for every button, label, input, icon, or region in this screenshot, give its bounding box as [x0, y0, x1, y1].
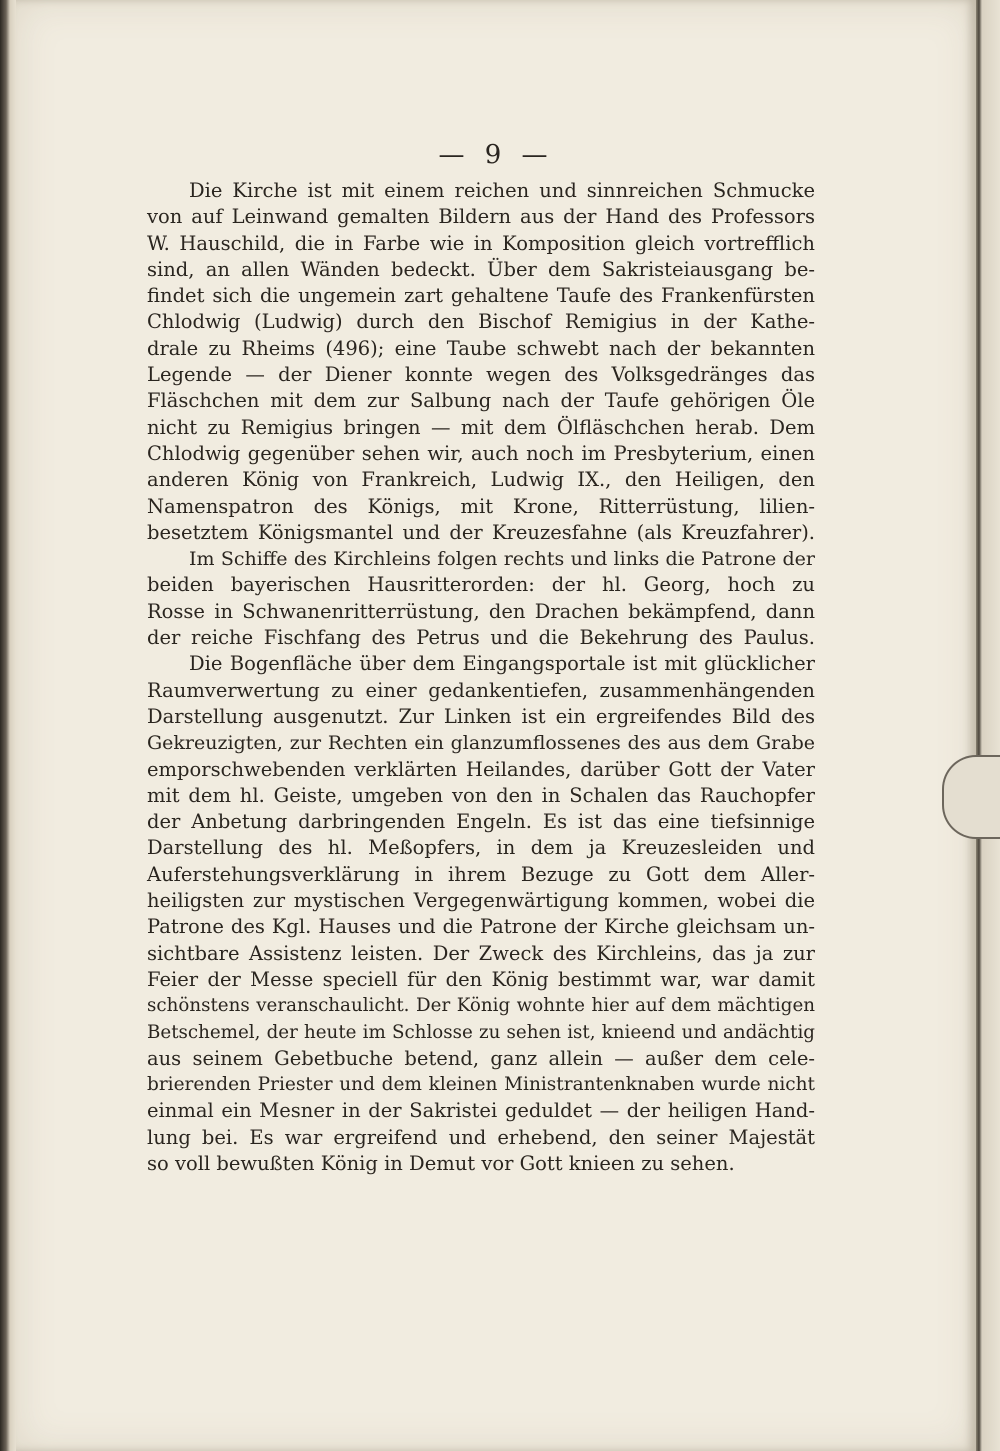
text-line: nicht zu Remigius bringen — mit dem Ölfläschchen herab. Dem: [147, 415, 815, 439]
text-line: anderen König von Frankreich, Ludwig IX., den Heiligen, den: [147, 468, 815, 492]
text-line: so voll bewußten König in Demut vor Gott knieen zu sehen.: [147, 1151, 735, 1175]
text-line: Chlodwig (Ludwig) durch den Bischof Remigius in der Kathe-: [147, 310, 815, 334]
text-line: Namenspatron des Königs, mit Krone, Ritterrüstung, lilien-: [147, 494, 815, 518]
text-line: brierenden Priester und dem kleinen Ministrantenknaben wurde nicht: [147, 1074, 815, 1096]
text-line: lung bei. Es war ergreifend und erhebend, den seiner Majestät: [147, 1125, 815, 1149]
text-line: besetztem Königsmantel und der Kreuzesfahne (als Kreuzfahrer).: [147, 520, 815, 544]
text-line: Betschemel, der heute im Schlosse zu sehen ist, knieend und andächtig: [147, 1021, 815, 1043]
text-line: Die Bogenfläche über dem Eingangsportale ist mit glücklicher: [189, 652, 815, 676]
text-line: Gekreuzigten, zur Rechten ein glanzumflossenes des aus dem Grabe: [147, 732, 815, 755]
book-page: [16, 0, 976, 1451]
text-line: schönstens veranschaulicht. Der König wohnte hier auf dem mächtigen: [147, 995, 815, 1017]
text-line: heiligsten zur mystischen Vergegenwärtigung kommen, wobei die: [147, 889, 815, 913]
text-line: von auf Leinwand gemalten Bildern aus der Hand des Professors: [147, 205, 815, 229]
text-line: Chlodwig gegenüber sehen wir, auch noch im Presbyterium, einen: [147, 441, 815, 465]
text-line: Darstellung ausgenutzt. Zur Linken ist ein ergreifendes Bild des: [147, 704, 815, 728]
text-line: beiden bayerischen Hausritterorden: der hl. Georg, hoch zu: [147, 573, 815, 597]
text-line: aus seinem Gebetbuche betend, ganz allein — außer dem cele-: [147, 1046, 815, 1070]
page-clip-marker: [942, 755, 1000, 839]
text-line: emporschwebenden verklärten Heilandes, darüber Gott der Vater: [147, 757, 815, 781]
page-number: — 9 —: [438, 140, 554, 170]
text-line: Patrone des Kgl. Hauses und die Patrone der Kirche gleichsam un-: [147, 915, 815, 939]
text-line: findet sich die ungemein zart gehaltene Taufe des Frankenfürsten: [147, 284, 815, 308]
page-edge: [976, 0, 1000, 1451]
text-line: Im Schiffe des Kirchleins folgen rechts und links die Patrone der: [189, 548, 815, 571]
text-line: Rosse in Schwanenritterrüstung, den Drachen bekämpfend, dann: [147, 599, 815, 623]
text-line: Legende — der Diener konnte wegen des Volksgedränges das: [147, 363, 815, 387]
text-line: Darstellung des hl. Meßopfers, in dem ja Kreuzesleiden und: [147, 836, 815, 860]
text-line: mit dem hl. Geiste, umgeben von den in Schalen das Rauchopfer: [147, 783, 815, 807]
body-text: [147, 178, 815, 1177]
text-line: der Anbetung darbringenden Engeln. Es ist das eine tiefsinnige: [147, 810, 815, 834]
text-line: der reiche Fischfang des Petrus und die Bekehrung des Paulus.: [147, 626, 815, 650]
text-line: Feier der Messe speciell für den König bestimmt war, war damit: [147, 967, 815, 991]
text-line: W. Hauschild, die in Farbe wie in Komposition gleich vortrefflich: [147, 231, 815, 255]
text-line: Raumverwertung zu einer gedankentiefen, zusammenhängenden: [147, 678, 815, 702]
text-line: drale zu Rheims (496); eine Taube schwebt nach der bekannten: [147, 336, 815, 360]
text-line: sichtbare Assistenz leisten. Der Zweck des Kirchleins, das ja zur: [147, 941, 815, 965]
text-line: Die Kirche ist mit einem reichen und sinnreichen Schmucke: [189, 179, 815, 202]
text-line: Fläschchen mit dem zur Salbung nach der Taufe gehörigen Öle: [147, 389, 815, 413]
text-line: einmal ein Mesner in der Sakristei geduldet — der heiligen Hand-: [147, 1099, 815, 1123]
text-line: sind, an allen Wänden bedeckt. Über dem Sakristeiausgang be-: [147, 257, 815, 281]
text-line: Auferstehungsverklärung in ihrem Bezuge zu Gott dem Aller-: [147, 862, 815, 886]
